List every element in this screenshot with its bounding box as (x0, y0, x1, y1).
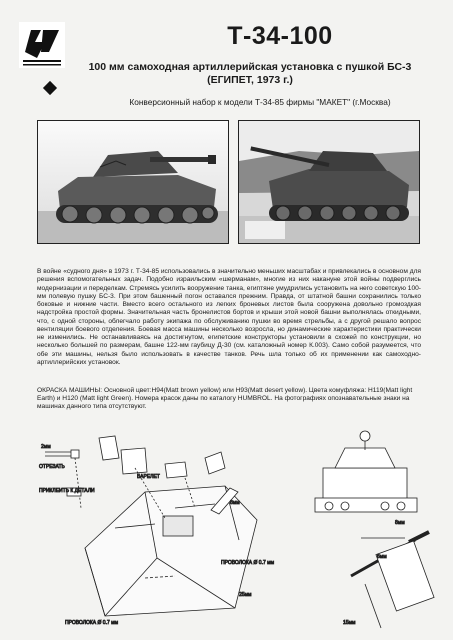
label-barrel: БАРЕЛЕТ (137, 474, 160, 480)
label-glue: ПРИКЛЕИТЬ К ДЕТАЛИ (39, 488, 95, 494)
history-text (37, 268, 421, 367)
history-paragraph: В войне «судного дня» в 1973 г. Т-34-85 использовались в значительно меньших масштабах и привлекались в основном для решения вспомогательных задач. Подобно израильским «шерманам», многие из них накануне этой войны подверглись модернизации и переделкам. Стремясь усилить вооружение танка, египтяне умудрились установить на него советскую 100-мм полевую пушку БС-3. При этом башенный погон оставался прежним. Правда, от штатной башни сохранились только боковые и нижние части. Вместо всего остального из легких броневых листов была сооружена довольно громоздкая надстройка простой формы. Значительная часть бронелистов бортов и крыши этой новой башни выполнялась откидными, что, с одной стороны, облегчало работу экипажа по обслуживанию пушки во время стрельбы, а с другой решало вопрос вентиляции боевого отделения. Боевая масса машины несколько возросла, но динамические характеристики практически не изменились. Не останавливаясь на достигнутом, египетские конструкторы установили в схожей по конструкции, но несколько большей по размерам, башне 122-мм гаубицу Д-30 (см. каталожный номер К.003). Само собой разумеется, что обе эти машины, нельзя было использовать в качестве танков. Речь шла только об их применении как самоходно-артиллерийских установок. (37, 268, 421, 366)
kit-description: Конверсионный набор к модели Т-34-85 фирмы "МАКЕТ" (г.Москва) (129, 97, 391, 107)
label-cut: ОТРЕЗАТЬ (39, 464, 65, 470)
label-wire-1: ПРОВОЛОКА Ø 0.7 мм (221, 560, 275, 566)
label-25mm: 25мм (239, 592, 252, 598)
label-6mm: 6мм (377, 554, 387, 560)
label-15mm: 15мм (343, 620, 356, 626)
subtitle-line-1: 100 мм самоходная артиллерийская установка с пушкой БС-3 (88, 61, 412, 73)
brand-logo (19, 22, 65, 68)
label-wire-2: ПРОВОЛОКА Ø 0.7 мм (65, 620, 119, 626)
coloring-text: ОКРАСКА МАШИНЫ: Основной цвет:H94(Matt brown yellow) или H93(Matt desert yellow). Цвета комуфляжа: H119(Matt light Earth) и H120 (Matt light Green). Номера красок даны по каталогу HUMBROL. На фотографиях опознавательные знаки на машинах данного типа отсутствуют. (37, 387, 413, 411)
photo-tank-right (238, 120, 420, 244)
subtitle-line-2: (ЕГИПЕТ, 1973 г.) (207, 74, 293, 86)
front-view-drawing (315, 431, 417, 512)
label-2mm: 2мм (41, 444, 51, 450)
logo-icon (19, 22, 65, 68)
gun-barrel-drawing (351, 532, 434, 628)
photo-tank-left (37, 120, 229, 244)
page-title: Т-34-100 (227, 22, 333, 50)
label-8mm-a: 8мм (230, 500, 240, 506)
label-8mm-b: 8мм (395, 520, 405, 526)
page-subtitle (80, 61, 420, 87)
assembly-drawings (25, 428, 435, 633)
diamond-icon (43, 81, 57, 95)
